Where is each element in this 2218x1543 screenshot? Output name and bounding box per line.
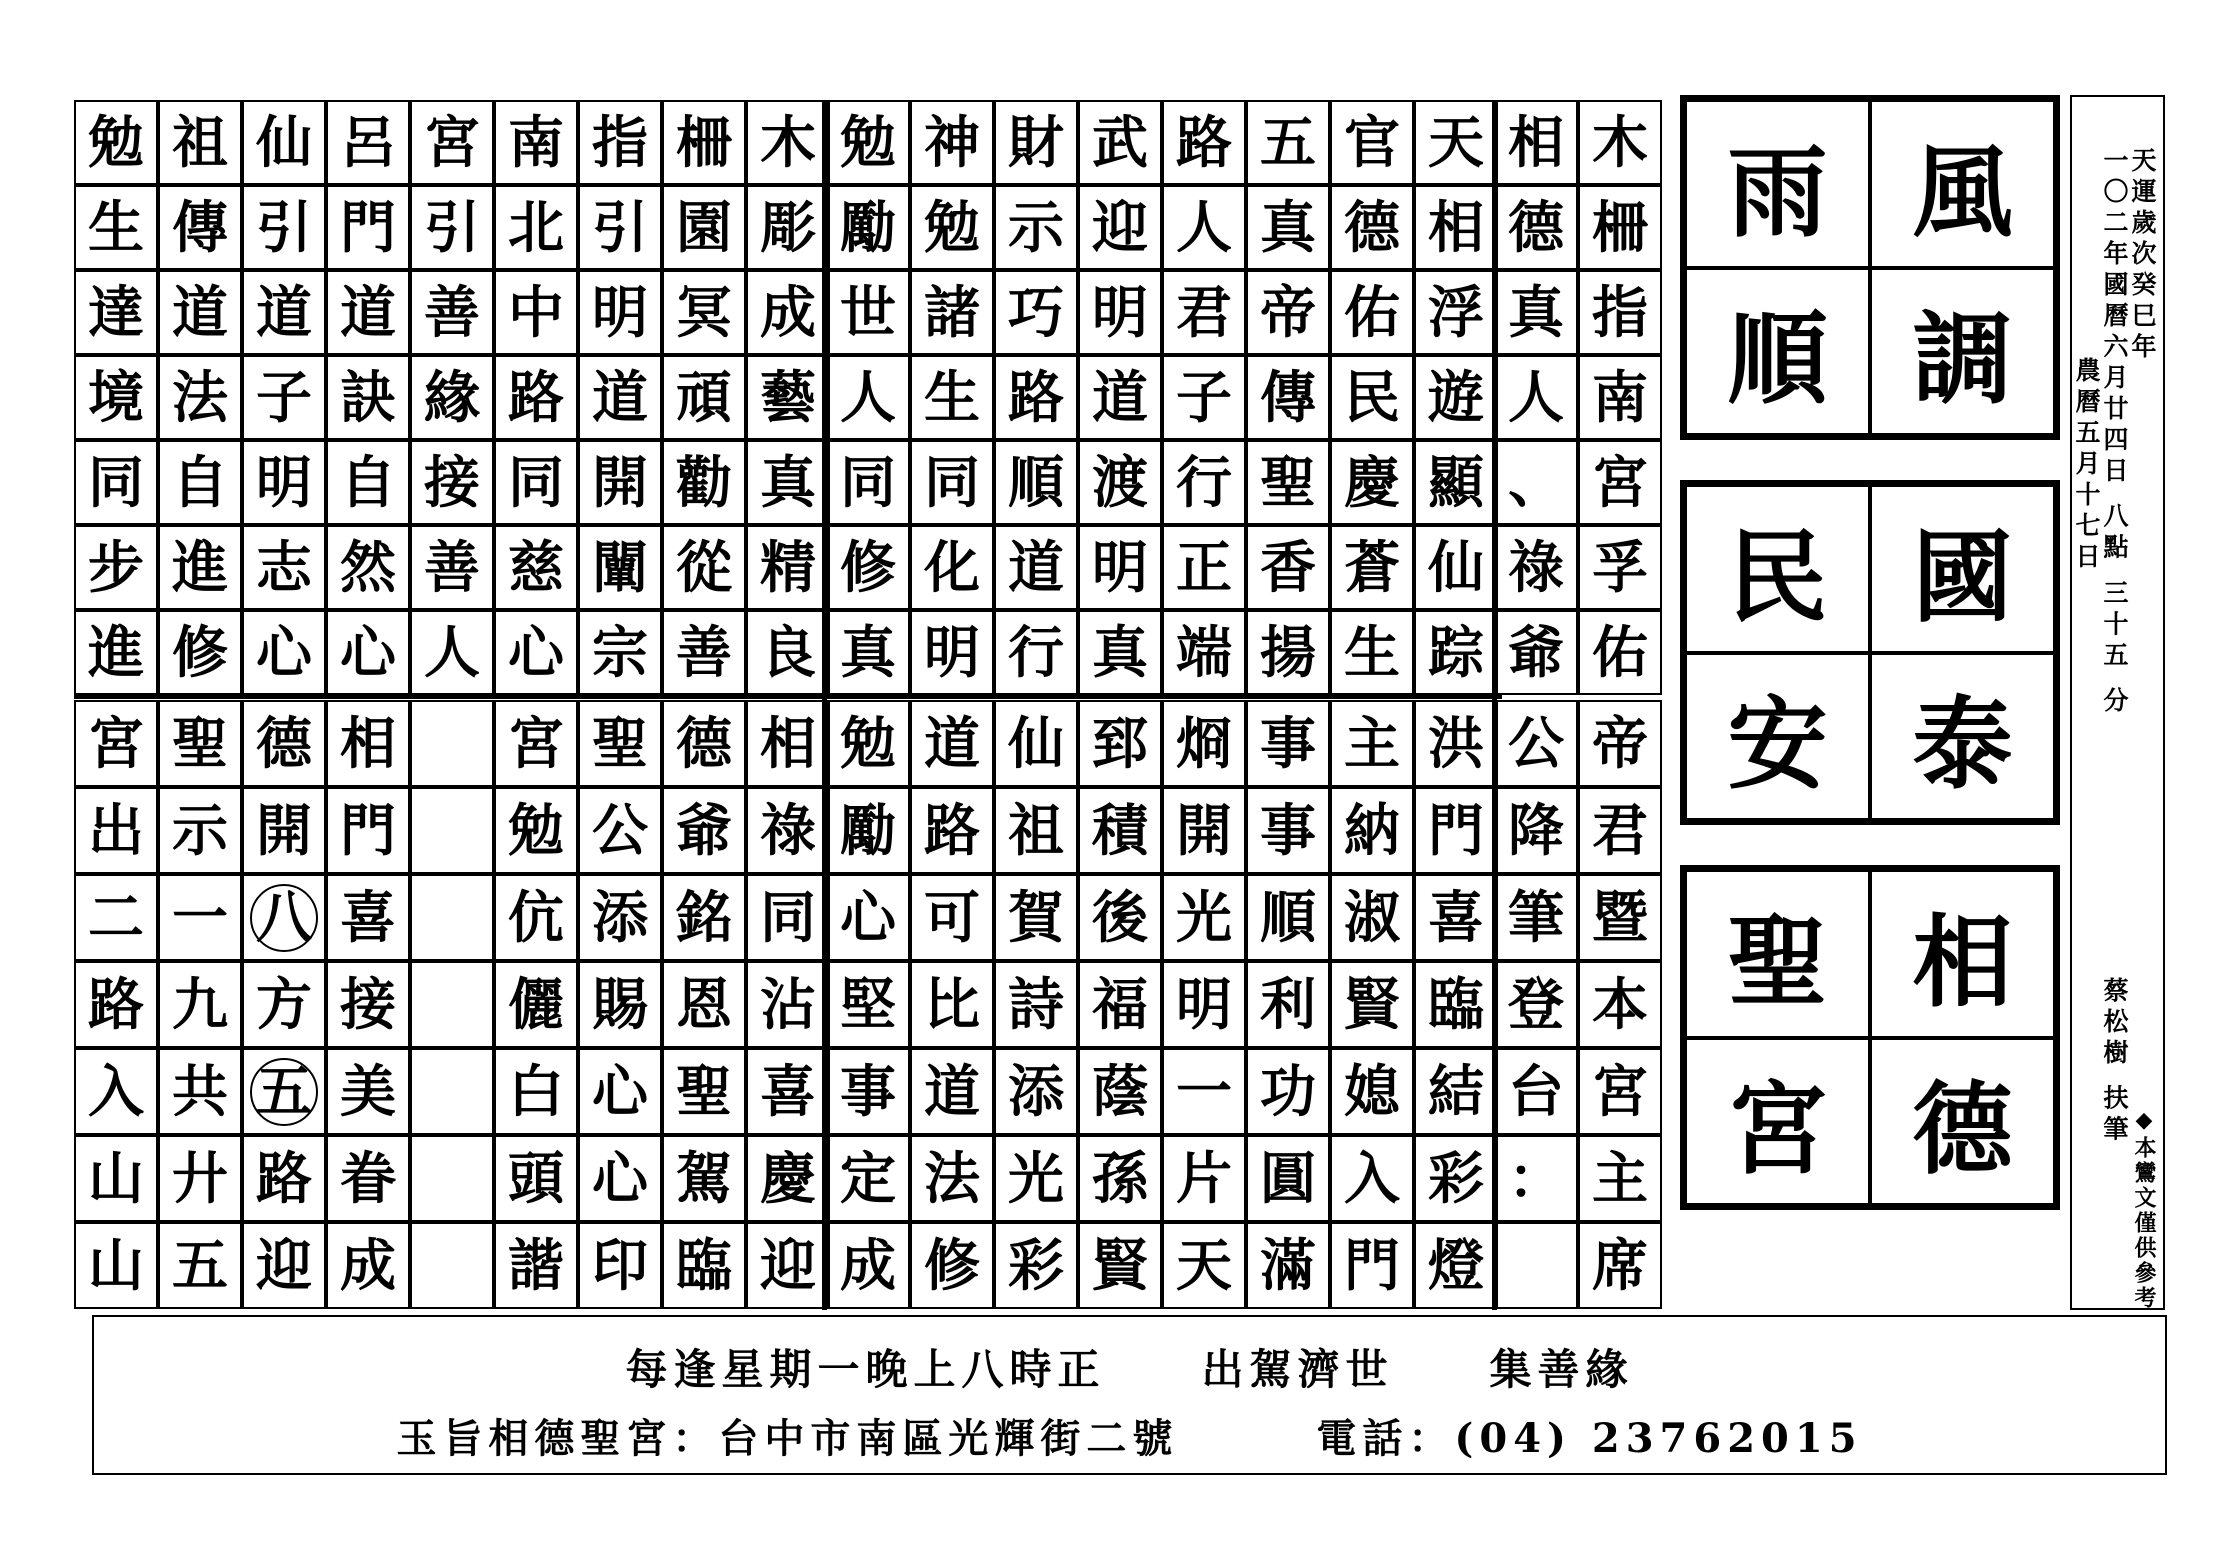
char-cell: 德 (1330, 185, 1414, 270)
char-cell: 勉 (74, 100, 158, 185)
char-cell: 聖 (578, 700, 662, 787)
char-cell: 相 (1414, 185, 1498, 270)
char-cell: 進 (158, 525, 242, 610)
char-cell: 世 (826, 270, 910, 355)
era-year: 天運歲次癸巳年 (2128, 147, 2157, 364)
char-cell: 傳 (158, 185, 242, 270)
char-cell: 木 (746, 100, 830, 185)
char-cell: 君 (1162, 270, 1246, 355)
char-cell: 順 (1246, 874, 1330, 961)
banner-char: 宮 (1685, 1038, 1870, 1206)
char-cell: 闡 (578, 525, 662, 610)
char-cell: 儷 (494, 961, 578, 1048)
char-cell: 門 (326, 185, 410, 270)
char-cell (410, 961, 494, 1048)
char-cell: 心 (826, 874, 910, 961)
char-cell: 宮 (74, 700, 158, 787)
char-cell (410, 787, 494, 874)
char-cell: 官 (1330, 100, 1414, 185)
char-cell: 勉 (826, 100, 910, 185)
char-cell: 勸 (662, 440, 746, 525)
char-cell: ： (1494, 1135, 1578, 1222)
char-cell: 巧 (994, 270, 1078, 355)
char-cell: 主 (1330, 700, 1414, 787)
char-cell: 法 (158, 355, 242, 440)
char-cell: 喜 (746, 1048, 830, 1135)
char-cell: 人 (1494, 355, 1578, 440)
char-cell: 賢 (1078, 1222, 1162, 1309)
char-cell: 堅 (826, 961, 910, 1048)
char-cell: 滿 (1246, 1222, 1330, 1309)
char-cell: 廾 (158, 1135, 242, 1222)
char-cell: 添 (578, 874, 662, 961)
char-cell: 燈 (1414, 1222, 1498, 1309)
char-cell: 端 (1162, 610, 1246, 695)
char-cell: 柵 (662, 100, 746, 185)
char-cell: 修 (826, 525, 910, 610)
char-cell: 祿 (746, 787, 830, 874)
char-cell: 呂 (326, 100, 410, 185)
char-cell: 善 (410, 270, 494, 355)
char-cell: 賢 (1330, 961, 1414, 1048)
char-cell: 共 (158, 1048, 242, 1135)
banner-char: 聖 (1685, 870, 1870, 1038)
char-cell: 指 (578, 100, 662, 185)
char-cell: 明 (1078, 525, 1162, 610)
char-cell (410, 1048, 494, 1135)
char-cell: 迎 (1078, 185, 1162, 270)
char-cell: 臨 (662, 1222, 746, 1309)
char-cell: 席 (1578, 1222, 1662, 1309)
char-cell: 聖 (662, 1048, 746, 1135)
char-cell: 諸 (910, 270, 994, 355)
char-cell: 納 (1330, 787, 1414, 874)
char-cell: 眷 (326, 1135, 410, 1222)
char-cell: 祖 (994, 787, 1078, 874)
char-cell: 事 (1246, 787, 1330, 874)
banner-char: 安 (1685, 653, 1870, 821)
char-cell: 蔭 (1078, 1048, 1162, 1135)
char-cell: 利 (1246, 961, 1330, 1048)
char-cell: 勉 (910, 185, 994, 270)
char-cell: 慶 (1330, 440, 1414, 525)
section-divider (74, 694, 1502, 699)
char-cell: 真 (746, 440, 830, 525)
char-cell: 帝 (1246, 270, 1330, 355)
char-cell: 香 (1246, 525, 1330, 610)
char-cell: 子 (242, 355, 326, 440)
char-cell: 爺 (662, 787, 746, 874)
address-line: 玉旨相德聖宮：台中市南區光輝街二號 電話：(04) 23762015 (396, 1415, 1863, 1462)
char-cell: 人 (1162, 185, 1246, 270)
char-cell: 心 (578, 1048, 662, 1135)
char-cell: 志 (242, 525, 326, 610)
char-cell: 祖 (158, 100, 242, 185)
char-cell: 宗 (578, 610, 662, 695)
char-cell: 君 (1578, 787, 1662, 874)
char-cell: 財 (994, 100, 1078, 185)
char-cell: 方 (242, 961, 326, 1048)
char-cell: 烱 (1162, 700, 1246, 787)
char-cell: 德 (242, 700, 326, 787)
char-cell: 入 (1330, 1135, 1414, 1222)
banner-char: 國 (1870, 485, 2055, 653)
char-cell: 傳 (1246, 355, 1330, 440)
char-cell: 五 (1246, 100, 1330, 185)
char-cell: 心 (494, 610, 578, 695)
char-cell: 本 (1578, 961, 1662, 1048)
char-cell: 路 (1162, 100, 1246, 185)
char-cell: 修 (910, 1222, 994, 1309)
scribe: 蔡松樹 扶筆 (2100, 977, 2129, 1147)
char-cell: 浮 (1414, 270, 1498, 355)
char-cell: 主 (1578, 1135, 1662, 1222)
char-cell: 佑 (1578, 610, 1662, 695)
char-cell: 彫 (746, 185, 830, 270)
char-cell: 比 (910, 961, 994, 1048)
char-cell: 印 (578, 1222, 662, 1309)
char-cell: 示 (158, 787, 242, 874)
char-cell: 人 (410, 610, 494, 695)
char-cell: 道 (242, 270, 326, 355)
char-cell: 冥 (662, 270, 746, 355)
char-cell: 同 (910, 440, 994, 525)
char-cell: 良 (746, 610, 830, 695)
char-cell: 慶 (746, 1135, 830, 1222)
char-cell: 喜 (1414, 874, 1498, 961)
banner-char: 調 (1870, 268, 2055, 436)
char-cell: 頭 (494, 1135, 578, 1222)
char-cell: 路 (74, 961, 158, 1048)
circled-char: 五 (250, 1058, 318, 1126)
char-cell: 緣 (410, 355, 494, 440)
char-cell: 淑 (1330, 874, 1414, 961)
char-cell: 南 (1578, 355, 1662, 440)
char-cell: 白 (494, 1048, 578, 1135)
char-cell: 顯 (1414, 440, 1498, 525)
char-cell: 開 (242, 787, 326, 874)
char-cell: 順 (994, 440, 1078, 525)
char-cell: 北 (494, 185, 578, 270)
section-divider-vertical (1492, 100, 1497, 1310)
char-cell: 、 (1494, 440, 1578, 525)
schedule-line: 每逢星期一晚上八時正 出駕濟世 集善緣 (625, 1345, 1634, 1394)
char-cell: 添 (994, 1048, 1078, 1135)
char-cell: 公 (1494, 700, 1578, 787)
char-cell: 同 (494, 440, 578, 525)
char-cell: 媳 (1330, 1048, 1414, 1135)
char-cell: 木 (1578, 100, 1662, 185)
char-cell: 一 (158, 874, 242, 961)
char-cell: 正 (1162, 525, 1246, 610)
char-cell: 二 (74, 874, 158, 961)
char-cell: 遊 (1414, 355, 1498, 440)
char-cell (410, 1135, 494, 1222)
char-cell: 善 (410, 525, 494, 610)
char-cell: 銘 (662, 874, 746, 961)
char-cell: 孫 (1078, 1135, 1162, 1222)
char-cell: 路 (910, 787, 994, 874)
lunar-date: 農曆五月十七日 (2072, 357, 2101, 574)
char-cell: 心 (326, 610, 410, 695)
char-cell: 道 (578, 355, 662, 440)
banner-char: 德 (1870, 1038, 2055, 1206)
char-cell: 路 (994, 355, 1078, 440)
char-cell (1494, 1222, 1578, 1309)
char-cell: 真 (1246, 185, 1330, 270)
banner-char: 民 (1685, 485, 1870, 653)
char-cell: 路 (242, 1135, 326, 1222)
char-cell: 賜 (578, 961, 662, 1048)
char-cell: 山 (74, 1135, 158, 1222)
char-cell: 慈 (494, 525, 578, 610)
char-cell: 爺 (1494, 610, 1578, 695)
char-cell: 喜 (326, 874, 410, 961)
circled-char: 八 (250, 884, 318, 952)
char-cell: 心 (578, 1135, 662, 1222)
char-cell: 勵 (826, 787, 910, 874)
char-cell: 帝 (1578, 700, 1662, 787)
char-cell: 明 (1162, 961, 1246, 1048)
char-cell: 開 (1162, 787, 1246, 874)
char-cell: 事 (1246, 700, 1330, 787)
char-cell: 仙 (242, 100, 326, 185)
char-cell: 明 (578, 270, 662, 355)
banner-char: 順 (1685, 268, 1870, 436)
char-cell: 片 (1162, 1135, 1246, 1222)
char-cell: 真 (826, 610, 910, 695)
char-cell: 道 (910, 700, 994, 787)
char-cell: 道 (994, 525, 1078, 610)
char-cell: 接 (326, 961, 410, 1048)
char-cell: 郅 (1078, 700, 1162, 787)
char-cell: 福 (1078, 961, 1162, 1048)
char-cell: 沾 (746, 961, 830, 1048)
char-cell: 善 (662, 610, 746, 695)
char-cell: 步 (74, 525, 158, 610)
char-cell: 結 (1414, 1048, 1498, 1135)
char-cell: 真 (1078, 610, 1162, 695)
char-cell: 然 (326, 525, 410, 610)
char-cell: 達 (74, 270, 158, 355)
banner-char: 泰 (1870, 653, 2055, 821)
char-cell (410, 1222, 494, 1309)
char-cell: 生 (74, 185, 158, 270)
char-cell: 定 (826, 1135, 910, 1222)
char-cell: 同 (74, 440, 158, 525)
char-cell: 五 (158, 1222, 242, 1309)
char-cell: 光 (994, 1135, 1078, 1222)
char-cell: 勵 (826, 185, 910, 270)
char-cell: 天 (1414, 100, 1498, 185)
char-cell: 修 (158, 610, 242, 695)
char-cell: 民 (1330, 355, 1414, 440)
char-cell: 道 (1078, 355, 1162, 440)
char-cell: 勉 (826, 700, 910, 787)
char-cell: 人 (826, 355, 910, 440)
char-cell: 出 (74, 787, 158, 874)
char-cell: 指 (1578, 270, 1662, 355)
char-cell: 德 (1494, 185, 1578, 270)
char-cell: 引 (578, 185, 662, 270)
char-cell (410, 700, 494, 787)
char-cell: 南 (494, 100, 578, 185)
char-cell: 相 (326, 700, 410, 787)
char-cell: 引 (410, 185, 494, 270)
char-cell: 自 (326, 440, 410, 525)
char-cell: 功 (1246, 1048, 1330, 1135)
char-cell: 佑 (1330, 270, 1414, 355)
poem-grid (74, 100, 1664, 1310)
char-cell: 筆 (1494, 874, 1578, 961)
char-cell: 後 (1078, 874, 1162, 961)
char-cell: 美 (326, 1048, 410, 1135)
char-cell: 成 (746, 270, 830, 355)
section-divider-vertical (822, 100, 827, 1310)
char-cell: 子 (1162, 355, 1246, 440)
char-cell: 宮 (410, 100, 494, 185)
char-cell: 路 (494, 355, 578, 440)
char-cell: 暨 (1578, 874, 1662, 961)
char-cell: 德 (662, 700, 746, 787)
char-cell: 法 (910, 1135, 994, 1222)
char-cell: 從 (662, 525, 746, 610)
char-cell: 同 (746, 874, 830, 961)
char-cell: 道 (326, 270, 410, 355)
char-cell: 登 (1494, 961, 1578, 1048)
date-info-box (2070, 95, 2165, 1310)
char-cell: 神 (910, 100, 994, 185)
banner-char: 雨 (1685, 100, 1870, 268)
char-cell: 行 (1162, 440, 1246, 525)
char-cell: 明 (1078, 270, 1162, 355)
char-cell: 化 (910, 525, 994, 610)
char-cell: 洪 (1414, 700, 1498, 787)
char-cell: 踪 (1414, 610, 1498, 695)
char-cell: 心 (242, 610, 326, 695)
char-cell: 諧 (494, 1222, 578, 1309)
char-cell: 同 (826, 440, 910, 525)
char-cell: 柵 (1578, 185, 1662, 270)
disclaimer: ◆本鸞文僅供參考 (2131, 1107, 2157, 1311)
banner-char: 風 (1870, 100, 2055, 268)
char-cell: 祿 (1494, 525, 1578, 610)
char-cell: 接 (410, 440, 494, 525)
char-cell: 台 (1494, 1048, 1578, 1135)
char-cell: 中 (494, 270, 578, 355)
char-cell: 宮 (494, 700, 578, 787)
char-cell: 頑 (662, 355, 746, 440)
char-cell: 聖 (158, 700, 242, 787)
char-cell: 明 (910, 610, 994, 695)
char-cell: 降 (1494, 787, 1578, 874)
char-cell: 宮 (1578, 440, 1662, 525)
char-cell: 詩 (994, 961, 1078, 1048)
char-cell: 宮 (1578, 1048, 1662, 1135)
char-cell: 武 (1078, 100, 1162, 185)
char-cell: 仙 (1414, 525, 1498, 610)
char-cell: 勉 (494, 787, 578, 874)
char-cell: 一 (1162, 1048, 1246, 1135)
char-cell: 圓 (1246, 1135, 1330, 1222)
char-cell: 引 (242, 185, 326, 270)
char-cell: 山 (74, 1222, 158, 1309)
char-cell: 示 (994, 185, 1078, 270)
char-cell: 生 (910, 355, 994, 440)
char-cell: 伉 (494, 874, 578, 961)
char-cell: 明 (242, 440, 326, 525)
char-cell: 孚 (1578, 525, 1662, 610)
char-cell: 積 (1078, 787, 1162, 874)
char-cell: 精 (746, 525, 830, 610)
char-cell: 天 (1162, 1222, 1246, 1309)
char-cell: 揚 (1246, 610, 1330, 695)
char-cell: 入 (74, 1048, 158, 1135)
char-cell: 光 (1162, 874, 1246, 961)
char-cell: 真 (1494, 270, 1578, 355)
char-cell: 門 (326, 787, 410, 874)
char-cell: 彩 (1414, 1135, 1498, 1222)
char-cell: 自 (158, 440, 242, 525)
char-cell: 賀 (994, 874, 1078, 961)
char-cell: 園 (662, 185, 746, 270)
char-cell: 駕 (662, 1135, 746, 1222)
char-cell: 事 (826, 1048, 910, 1135)
char-cell: 開 (578, 440, 662, 525)
char-cell: 迎 (746, 1222, 830, 1309)
char-cell: 恩 (662, 961, 746, 1048)
char-cell: 門 (1330, 1222, 1414, 1309)
char-cell: 進 (74, 610, 158, 695)
char-cell: 藝 (746, 355, 830, 440)
char-cell: 相 (1494, 100, 1578, 185)
char-cell: 蒼 (1330, 525, 1414, 610)
char-cell: 渡 (1078, 440, 1162, 525)
char-cell (410, 874, 494, 961)
char-cell: 臨 (1414, 961, 1498, 1048)
char-cell: 成 (826, 1222, 910, 1309)
char-cell: 彩 (994, 1222, 1078, 1309)
char-cell: 行 (994, 610, 1078, 695)
char-cell: 境 (74, 355, 158, 440)
char-cell: 生 (1330, 610, 1414, 695)
char-cell: 訣 (326, 355, 410, 440)
char-cell: 迎 (242, 1222, 326, 1309)
footer-box (92, 1315, 2167, 1475)
date-time: 一〇二年國曆六月廿四日 八點 三十五 分 (2100, 147, 2129, 719)
char-cell: 公 (578, 787, 662, 874)
char-cell (242, 874, 326, 961)
char-cell: 道 (158, 270, 242, 355)
char-cell: 道 (910, 1048, 994, 1135)
char-cell: 成 (326, 1222, 410, 1309)
char-cell: 門 (1414, 787, 1498, 874)
char-cell: 九 (158, 961, 242, 1048)
char-cell: 相 (746, 700, 830, 787)
char-cell (242, 1048, 326, 1135)
char-cell: 仙 (994, 700, 1078, 787)
char-cell: 聖 (1246, 440, 1330, 525)
char-cell: 可 (910, 874, 994, 961)
banner-char: 相 (1870, 870, 2055, 1038)
